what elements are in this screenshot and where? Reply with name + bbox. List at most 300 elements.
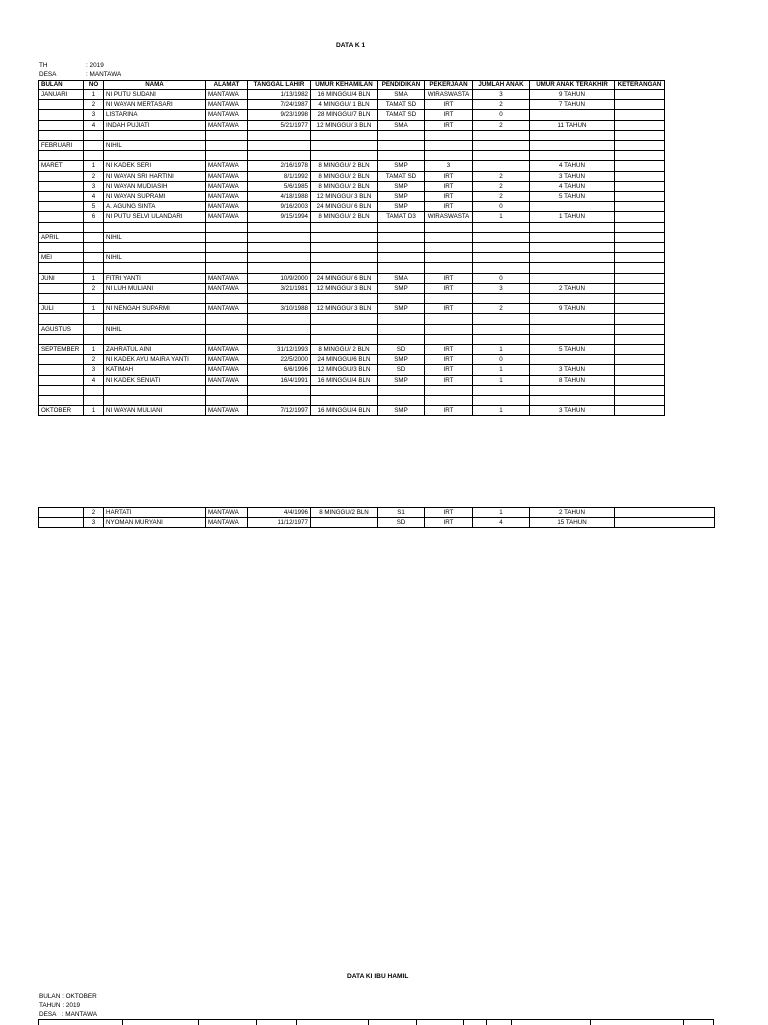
cell-tanggal-lahir: 7/24/1987 (248, 100, 311, 110)
cell-tanggal-lahir: 31/12/1993 (248, 344, 311, 354)
doc2-meta-desa-value: : MANTAWA (61, 1011, 97, 1018)
cell-umur-anak-terakhir: 11 TAHUN (530, 120, 615, 130)
cell-pekerjaan: IRT (425, 304, 473, 314)
doc2-meta-bulan-value: : OKTOBER (62, 993, 97, 1000)
cell-alamat: MANTAWA (206, 518, 248, 528)
cell-alamat (206, 293, 248, 303)
doc2-meta-desa-label: DESA (39, 1011, 57, 1018)
cell-alamat: MANTAWA (206, 344, 248, 354)
cell-tanggal-lahir: 16/4/1991 (248, 375, 311, 385)
cell-alamat: MANTAWA (206, 365, 248, 375)
cell-jumlah-anak: 1 (473, 212, 530, 222)
cell-nama (104, 151, 206, 161)
cell-bulan (39, 110, 84, 120)
table-row (39, 273, 665, 283)
cell-nama (104, 130, 206, 140)
cell-tanggal-lahir (248, 222, 311, 232)
cell-tanggal-lahir: 8/1/1992 (248, 171, 311, 181)
meta-desa-value: : MANTAWA (86, 71, 122, 78)
cell-tanggal-lahir: 5/21/1977 (248, 120, 311, 130)
cell-umur-anak-terakhir (530, 314, 615, 324)
cell-no: 5 (84, 202, 104, 212)
cell-jumlah-anak (473, 130, 530, 140)
cell-nama: NI WAYAN MULIANI (104, 406, 206, 416)
cell-nama: NI PUTU SUDANI (104, 90, 206, 100)
cell-no (84, 243, 104, 253)
cell-no (84, 151, 104, 161)
cell-pekerjaan (425, 141, 473, 151)
cell-pendidikan (378, 263, 425, 273)
cell-tanggal-lahir: 3/10/1988 (248, 304, 311, 314)
cell-bulan (39, 365, 84, 375)
cell-keterangan (615, 344, 665, 354)
cell-pendidikan: SMP (378, 181, 425, 191)
cell-keterangan (615, 385, 665, 395)
cell-pendidikan: S1 (378, 508, 425, 518)
cell-alamat: MANTAWA (206, 273, 248, 283)
meta-th-value: : 2019 (86, 62, 104, 69)
cell-tanggal-lahir: 10/9/2000 (248, 273, 311, 283)
cell-nama: ZAHRATUL AINI (104, 344, 206, 354)
cell-umur-anak-terakhir (530, 243, 615, 253)
cell-alamat: MANTAWA (206, 161, 248, 171)
cell-jumlah-anak: 0 (473, 110, 530, 120)
cell-bulan (39, 212, 84, 222)
cell-keterangan (615, 283, 665, 293)
cell-keterangan (615, 304, 665, 314)
cell-umur-kehamilan: 16 MINGGU/4 BLN (311, 375, 378, 385)
cell-umur-kehamilan: 12 MINGGU/3 BLN (311, 365, 378, 375)
cell-no (84, 130, 104, 140)
cell-pekerjaan: IRT (425, 365, 473, 375)
cell-keterangan (615, 365, 665, 375)
cell-alamat (206, 253, 248, 263)
cell-umur-anak-terakhir: 9 TAHUN (530, 90, 615, 100)
cell-nama: NI LUH MULIANI (104, 283, 206, 293)
cell-keterangan (615, 90, 665, 100)
cell-pendidikan: SMP (378, 355, 425, 365)
cell-tanggal-lahir (248, 151, 311, 161)
cell-pendidikan: SMP (378, 161, 425, 171)
cell-jumlah-anak (473, 151, 530, 161)
cell-nama: NI WAYAN MUDIASIH (104, 181, 206, 191)
cell-jumlah-anak: 2 (473, 192, 530, 202)
table-row (39, 100, 665, 110)
cell-pekerjaan: IRT (425, 120, 473, 130)
cell-alamat (206, 324, 248, 334)
cell-pekerjaan (425, 293, 473, 303)
cell-alamat (206, 314, 248, 324)
cell-bulan (39, 171, 84, 181)
cell-alamat: MANTAWA (206, 406, 248, 416)
cell-no: 1 (84, 273, 104, 283)
cell-umur-anak-terakhir: 4 TAHUN (530, 161, 615, 171)
cell-tanggal-lahir (248, 263, 311, 273)
doc2-meta-tahun-value: : 2019 (62, 1002, 81, 1009)
cell-pekerjaan: IRT (425, 181, 473, 191)
cell-umur-anak-terakhir (530, 324, 615, 334)
table-row (39, 334, 665, 344)
cell-nama: NI KADEK AYU MAIRA YANTI (104, 355, 206, 365)
cell-pendidikan (378, 385, 425, 395)
doc2-table-top-edge (38, 1019, 714, 1025)
cell-umur-anak-terakhir: 2 TAHUN (530, 283, 615, 293)
cell-keterangan (615, 161, 665, 171)
cell-pendidikan: SD (378, 344, 425, 354)
table-row (39, 395, 665, 405)
cell-tanggal-lahir: 9/16/2003 (248, 202, 311, 212)
table-row (39, 243, 665, 253)
cell-no: 6 (84, 212, 104, 222)
table-row (39, 385, 665, 395)
cell-umur-anak-terakhir: 5 TAHUN (530, 344, 615, 354)
table-row (39, 212, 665, 222)
cell-pendidikan: SD (378, 365, 425, 375)
cell-bulan (39, 151, 84, 161)
table-row (39, 181, 665, 191)
table-row (39, 344, 665, 354)
cell-bulan: MEI (39, 253, 84, 263)
cell-nama: HARTATI (104, 508, 206, 518)
cell-umur-kehamilan: 12 MINGGU/ 3 BLN (311, 304, 378, 314)
cell-no (84, 263, 104, 273)
cell-pendidikan (378, 293, 425, 303)
cell-umur-anak-terakhir (530, 293, 615, 303)
cell-umur-anak-terakhir (530, 202, 615, 212)
cell-bulan (39, 375, 84, 385)
cell-pendidikan: TAMAT SD (378, 110, 425, 120)
cell-pekerjaan: 3 (425, 161, 473, 171)
cell-alamat: MANTAWA (206, 181, 248, 191)
cell-pekerjaan: IRT (425, 518, 473, 528)
cell-nama (104, 222, 206, 232)
cell-umur-kehamilan (311, 334, 378, 344)
cell-pekerjaan: IRT (425, 508, 473, 518)
cell-nama: NYOMAN MURYANI (104, 518, 206, 528)
cell-tanggal-lahir: 11/12/1977 (248, 518, 311, 528)
cell-alamat (206, 263, 248, 273)
cell-umur-anak-terakhir: 3 TAHUN (530, 365, 615, 375)
cell-keterangan (615, 375, 665, 385)
cell-umur-kehamilan: 8 MINGGU/ 2 BLN (311, 181, 378, 191)
cell-umur-anak-terakhir: 4 TAHUN (530, 181, 615, 191)
cell-jumlah-anak: 0 (473, 355, 530, 365)
cell-nama: NI KADEK SENIATI (104, 375, 206, 385)
table-row (39, 141, 665, 151)
cell-bulan: MARET (39, 161, 84, 171)
cell-jumlah-anak: 4 (473, 518, 530, 528)
cell-jumlah-anak: 1 (473, 508, 530, 518)
cell-keterangan (615, 355, 665, 365)
cell-umur-kehamilan (311, 232, 378, 242)
cell-jumlah-anak (473, 314, 530, 324)
cell-pekerjaan (425, 222, 473, 232)
cell-alamat: MANTAWA (206, 355, 248, 365)
cell-umur-anak-terakhir (530, 253, 615, 263)
cell-nama: NI PUTU SELVI ULANDARI (104, 212, 206, 222)
cell-umur-kehamilan: 12 MINGGU/ 3 BLN (311, 283, 378, 293)
cell-keterangan (615, 334, 665, 344)
cell-keterangan (615, 110, 665, 120)
cell-jumlah-anak: 3 (473, 90, 530, 100)
cell-no: 1 (84, 344, 104, 354)
table-row (39, 90, 665, 100)
cell-jumlah-anak: 3 (473, 283, 530, 293)
cell-bulan: FEBRUARI (39, 141, 84, 151)
cell-nama: NI KADEK SERI (104, 161, 206, 171)
cell-pekerjaan (425, 395, 473, 405)
cell-keterangan (615, 141, 665, 151)
cell-alamat: MANTAWA (206, 171, 248, 181)
cell-jumlah-anak: 2 (473, 181, 530, 191)
table-row (39, 202, 665, 212)
cell-no (84, 232, 104, 242)
table-row (39, 304, 665, 314)
cell-umur-anak-terakhir (530, 151, 615, 161)
cell-no: 4 (84, 375, 104, 385)
cell-keterangan (615, 120, 665, 130)
cell-bulan (39, 243, 84, 253)
col-header-umur-kehamilan: UMUR KEHAMILAN (311, 81, 378, 90)
cell-pendidikan (378, 395, 425, 405)
table-row (39, 314, 665, 324)
cell-keterangan (615, 263, 665, 273)
cell-umur-anak-terakhir (530, 355, 615, 365)
cell-pendidikan (378, 253, 425, 263)
cell-umur-kehamilan: 8 MINGGU/2 BLN (311, 508, 378, 518)
cell-jumlah-anak: 2 (473, 120, 530, 130)
cell-no (84, 385, 104, 395)
cell-jumlah-anak: 0 (473, 273, 530, 283)
cell-pekerjaan: IRT (425, 344, 473, 354)
cell-tanggal-lahir: 7/12/1997 (248, 406, 311, 416)
cell-keterangan (615, 406, 665, 416)
table-row (39, 508, 715, 518)
cell-bulan (39, 192, 84, 202)
table-row (39, 192, 665, 202)
cell-nama: INDAH PUJIATI (104, 120, 206, 130)
cell-pendidikan: SMP (378, 283, 425, 293)
cell-pendidikan: SD (378, 518, 425, 528)
cell-umur-kehamilan: 4 MINGGU/ 1 BLN (311, 100, 378, 110)
cell-pekerjaan: IRT (425, 192, 473, 202)
cell-pekerjaan: IRT (425, 406, 473, 416)
cell-bulan (39, 263, 84, 273)
cell-bulan: OKTOBER (39, 406, 84, 416)
cell-pekerjaan: IRT (425, 355, 473, 365)
cell-nama: LISTARINA (104, 110, 206, 120)
doc2-meta-bulan-label: BULAN (39, 993, 61, 1000)
cell-umur-anak-terakhir (530, 334, 615, 344)
cell-bulan (39, 100, 84, 110)
cell-pekerjaan: IRT (425, 283, 473, 293)
cell-keterangan (615, 518, 715, 528)
cell-pendidikan: SMP (378, 192, 425, 202)
cell-alamat (206, 130, 248, 140)
cell-jumlah-anak (473, 232, 530, 242)
cell-umur-kehamilan: 12 MINGGU/ 3 BLN (311, 192, 378, 202)
cell-pendidikan: SMA (378, 273, 425, 283)
cell-jumlah-anak (473, 263, 530, 273)
cell-pendidikan: TAMAT SD (378, 171, 425, 181)
doc2-meta-tahun (39, 1002, 80, 1010)
cell-bulan (39, 283, 84, 293)
cell-tanggal-lahir: 3/21/1981 (248, 283, 311, 293)
table-row (39, 293, 665, 303)
cell-pekerjaan: IRT (425, 273, 473, 283)
cell-tanggal-lahir: 9/23/1998 (248, 110, 311, 120)
cell-keterangan (615, 202, 665, 212)
cell-bulan (39, 518, 84, 528)
cell-umur-kehamilan (311, 263, 378, 273)
cell-pendidikan: TAMAT D3 (378, 212, 425, 222)
cell-keterangan (615, 273, 665, 283)
cell-umur-kehamilan (311, 151, 378, 161)
col-header-nama: NAMA (104, 81, 206, 90)
cell-pendidikan: SMP (378, 202, 425, 212)
cell-pendidikan: SMA (378, 90, 425, 100)
cell-nama: KATIMAH (104, 365, 206, 375)
cell-no: 2 (84, 355, 104, 365)
col-header-jumlah-anak: JUMLAH ANAK (473, 81, 530, 90)
cell-umur-kehamilan (311, 222, 378, 232)
cell-alamat: MANTAWA (206, 192, 248, 202)
cell-alamat: MANTAWA (206, 508, 248, 518)
cell-pendidikan (378, 334, 425, 344)
cell-jumlah-anak (473, 253, 530, 263)
cell-pendidikan: SMA (378, 120, 425, 130)
cell-alamat (206, 141, 248, 151)
col-header-alamat: ALAMAT (206, 81, 248, 90)
cell-umur-kehamilan: 12 MINGGU/ 3 BLN (311, 120, 378, 130)
cell-bulan (39, 181, 84, 191)
table-row (39, 263, 665, 273)
cell-umur-kehamilan (311, 324, 378, 334)
table-row (39, 130, 665, 140)
cell-alamat (206, 334, 248, 344)
cell-no: 4 (84, 120, 104, 130)
table-row (39, 120, 665, 130)
cell-umur-anak-terakhir (530, 110, 615, 120)
cell-keterangan (615, 232, 665, 242)
cell-no: 2 (84, 100, 104, 110)
cell-alamat (206, 151, 248, 161)
cell-tanggal-lahir (248, 141, 311, 151)
table-row (39, 375, 665, 385)
cell-umur-anak-terakhir (530, 273, 615, 283)
cell-no (84, 314, 104, 324)
cell-no: 3 (84, 365, 104, 375)
cell-nama (104, 395, 206, 405)
cell-nama: NIHIL (104, 232, 206, 242)
doc2-meta-bulan (39, 993, 97, 1001)
cell-keterangan (615, 508, 715, 518)
col-header-keterangan: KETERANGAN (615, 81, 665, 90)
table-row (39, 253, 665, 263)
cell-bulan (39, 222, 84, 232)
table-row (39, 406, 665, 416)
cell-umur-anak-terakhir: 8 TAHUN (530, 375, 615, 385)
cell-pendidikan (378, 324, 425, 334)
cell-umur-kehamilan (311, 141, 378, 151)
cell-umur-kehamilan: 16 MINGGU/4 BLN (311, 90, 378, 100)
cell-no (84, 324, 104, 334)
cell-umur-kehamilan: 8 MINGGU/ 2 BLN (311, 212, 378, 222)
cell-nama (104, 293, 206, 303)
cell-umur-kehamilan: 8 MINGGU/ 2 BLN (311, 161, 378, 171)
cell-bulan (39, 314, 84, 324)
cell-pendidikan (378, 222, 425, 232)
cell-umur-kehamilan (311, 395, 378, 405)
cell-umur-anak-terakhir: 9 TAHUN (530, 304, 615, 314)
cell-tanggal-lahir (248, 243, 311, 253)
cell-pekerjaan (425, 151, 473, 161)
cell-umur-anak-terakhir (530, 222, 615, 232)
cell-pekerjaan: IRT (425, 202, 473, 212)
cell-umur-kehamilan: 8 MINGGU/ 2 BLN (311, 171, 378, 181)
col-header-pendidikan: PENDIDIKAN (378, 81, 425, 90)
cell-umur-anak-terakhir (530, 263, 615, 273)
cell-pendidikan (378, 141, 425, 151)
cell-umur-anak-terakhir: 1 TAHUN (530, 212, 615, 222)
cell-bulan (39, 202, 84, 212)
cell-umur-anak-terakhir: 2 TAHUN (530, 508, 615, 518)
cell-pekerjaan (425, 263, 473, 273)
cell-keterangan (615, 151, 665, 161)
table-row (39, 161, 665, 171)
cell-keterangan (615, 243, 665, 253)
table-header-row (39, 81, 665, 90)
table-row (39, 355, 665, 365)
doc1-title: DATA K 1 (336, 42, 366, 49)
cell-jumlah-anak: 1 (473, 406, 530, 416)
cell-bulan: JUNI (39, 273, 84, 283)
cell-jumlah-anak: 0 (473, 202, 530, 212)
cell-no (84, 253, 104, 263)
cell-umur-kehamilan: 28 MINGGU/7 BLN (311, 110, 378, 120)
cell-pekerjaan (425, 385, 473, 395)
cell-no: 1 (84, 161, 104, 171)
doc2-title: DATA KI IBU HAMIL (347, 973, 409, 980)
cell-tanggal-lahir: 5/6/1985 (248, 181, 311, 191)
cell-pekerjaan: IRT (425, 171, 473, 181)
cell-alamat (206, 222, 248, 232)
cell-pendidikan (378, 243, 425, 253)
cell-no: 4 (84, 192, 104, 202)
cell-jumlah-anak (473, 161, 530, 171)
cell-nama (104, 314, 206, 324)
cell-tanggal-lahir (248, 395, 311, 405)
cell-tanggal-lahir (248, 232, 311, 242)
cell-no: 1 (84, 406, 104, 416)
cell-jumlah-anak: 2 (473, 304, 530, 314)
cell-bulan: JANUARI (39, 90, 84, 100)
cell-pendidikan: TAMAT SD (378, 100, 425, 110)
cell-umur-anak-terakhir: 3 TAHUN (530, 406, 615, 416)
table-row (39, 283, 665, 293)
cell-keterangan (615, 253, 665, 263)
cell-jumlah-anak: 1 (473, 365, 530, 375)
cell-tanggal-lahir (248, 324, 311, 334)
cell-no: 3 (84, 110, 104, 120)
cell-no (84, 395, 104, 405)
cell-pekerjaan (425, 232, 473, 242)
cell-nama: A. AGUNG SINTA (104, 202, 206, 212)
col-header-no: NO (84, 81, 104, 90)
cell-jumlah-anak (473, 334, 530, 344)
cell-jumlah-anak: 1 (473, 344, 530, 354)
cell-jumlah-anak: 2 (473, 171, 530, 181)
